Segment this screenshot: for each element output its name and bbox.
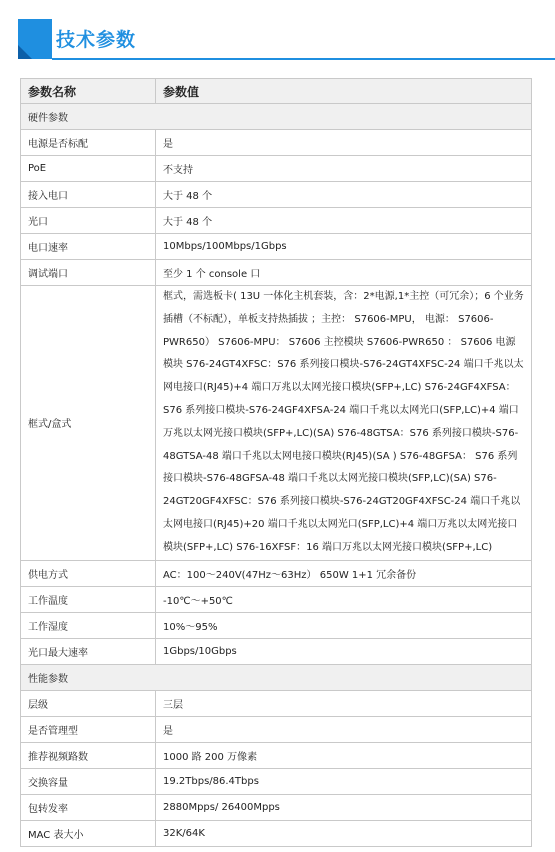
section-title: 技术参数 <box>56 29 137 51</box>
table-row <box>21 208 532 234</box>
param-value: 是 <box>156 716 532 742</box>
param-name: 电口速率 <box>21 234 156 260</box>
param-name: MAC 表大小 <box>21 820 156 846</box>
section-row <box>21 104 532 130</box>
param-value: 1Gbps/10Gbps <box>156 638 532 664</box>
table-row <box>21 690 532 716</box>
param-name: 工作湿度 <box>21 612 156 638</box>
table-row <box>21 794 532 820</box>
param-name: 光口最大速率 <box>21 638 156 664</box>
section-label: 性能参数 <box>21 664 532 690</box>
table-row <box>21 612 532 638</box>
param-value: 三层 <box>156 690 532 716</box>
table-row <box>21 586 532 612</box>
param-value: 大于 48 个 <box>156 208 532 234</box>
header-param-value: 参数值 <box>156 79 532 104</box>
param-value: 32K/64K <box>156 820 532 846</box>
param-name: 供电方式 <box>21 560 156 586</box>
table-row <box>21 768 532 794</box>
table-header-row <box>21 79 532 104</box>
section-title-bar <box>18 19 555 59</box>
param-value: 是 <box>156 130 532 156</box>
param-name: 是否管理型 <box>21 716 156 742</box>
param-value: 2880Mpps/ 26400Mpps <box>156 794 532 820</box>
param-name: 调试端口 <box>21 260 156 286</box>
param-name: 包转发率 <box>21 794 156 820</box>
spec-table <box>20 78 532 847</box>
param-name: 层级 <box>21 690 156 716</box>
section-label: 硬件参数 <box>21 104 532 130</box>
param-value: 10%～95% <box>156 612 532 638</box>
table-row <box>21 182 532 208</box>
param-name: 交换容量 <box>21 768 156 794</box>
param-name: 工作温度 <box>21 586 156 612</box>
table-row <box>21 716 532 742</box>
header-param-name: 参数名称 <box>21 79 156 104</box>
param-name: 接入电口 <box>21 182 156 208</box>
param-value: -10℃～+50℃ <box>156 586 532 612</box>
param-value: 大于 48 个 <box>156 182 532 208</box>
spec-table-body <box>21 104 532 847</box>
param-value: 10Mbps/100Mbps/1Gbps <box>156 234 532 260</box>
table-row <box>21 234 532 260</box>
param-value: 19.2Tbps/86.4Tbps <box>156 768 532 794</box>
param-value: 不支持 <box>156 156 532 182</box>
table-row <box>21 156 532 182</box>
table-row <box>21 742 532 768</box>
table-row <box>21 820 532 846</box>
param-name: 推荐视频路数 <box>21 742 156 768</box>
param-name: 光口 <box>21 208 156 234</box>
table-row <box>21 260 532 286</box>
param-name: PoE <box>21 156 156 182</box>
title-accent-block <box>18 19 52 59</box>
table-row <box>21 286 532 561</box>
param-value: AC：100～240V(47Hz～63Hz） 650W 1+1 冗余备份 <box>156 560 532 586</box>
param-value: 框式，需选板卡( 13U 一体化主机套装，含：2*电源,1*主控（可冗余）；6 个业务插槽（不标配），单板支持热插拔 ；主控： S7606-MPU， 电源： S7606-PWR650） S7606-MPU： S7606 主控模块 S7606-PWR650 ： S7606 电源模块 S76-24GT4XFSC：S76 系列接口模块-S76-24GT4XFSC-24 端口千兆以太网电接口(RJ45)+4 端口万兆以太网光接口模块(SFP+,LC) S76-24GF4XFSA：S76 系列接口模块-S76-24GF4XFSA-24 端口千兆以太网光口(SFP,LC)+4 端口万兆以太网光接口模块(SFP+,LC)(SA) S76-48GTSA：S76 系列接口模块-S76-48GTSA-48 端口千兆以太网电接口模块(RJ45)(SA ) S76-48GFSA： S76 系列接口模块-S76-48GFSA-48 端口千兆以太网光接口模块(SFP,LC)(SA) S76-24GT20GF4XFSC：S76 系列接口模块-S76-24GT20GF4XFSC-24 端口千兆以太网电接口(RJ45)+20 端口千兆以太网光口(SFP,LC)+4 端口万兆以太网光接口模块(SFP+,LC) S76-16XFSF：16 端口万兆以太网光接口模块(SFP+,LC) <box>156 286 532 561</box>
title-underline <box>52 58 555 60</box>
param-value: 1000 路 200 万像素 <box>156 742 532 768</box>
section-row <box>21 664 532 690</box>
table-row <box>21 130 532 156</box>
param-name: 电源是否标配 <box>21 130 156 156</box>
param-value: 至少 1 个 console 口 <box>156 260 532 286</box>
table-row <box>21 560 532 586</box>
param-name: 框式/盒式 <box>21 286 156 561</box>
table-row <box>21 638 532 664</box>
